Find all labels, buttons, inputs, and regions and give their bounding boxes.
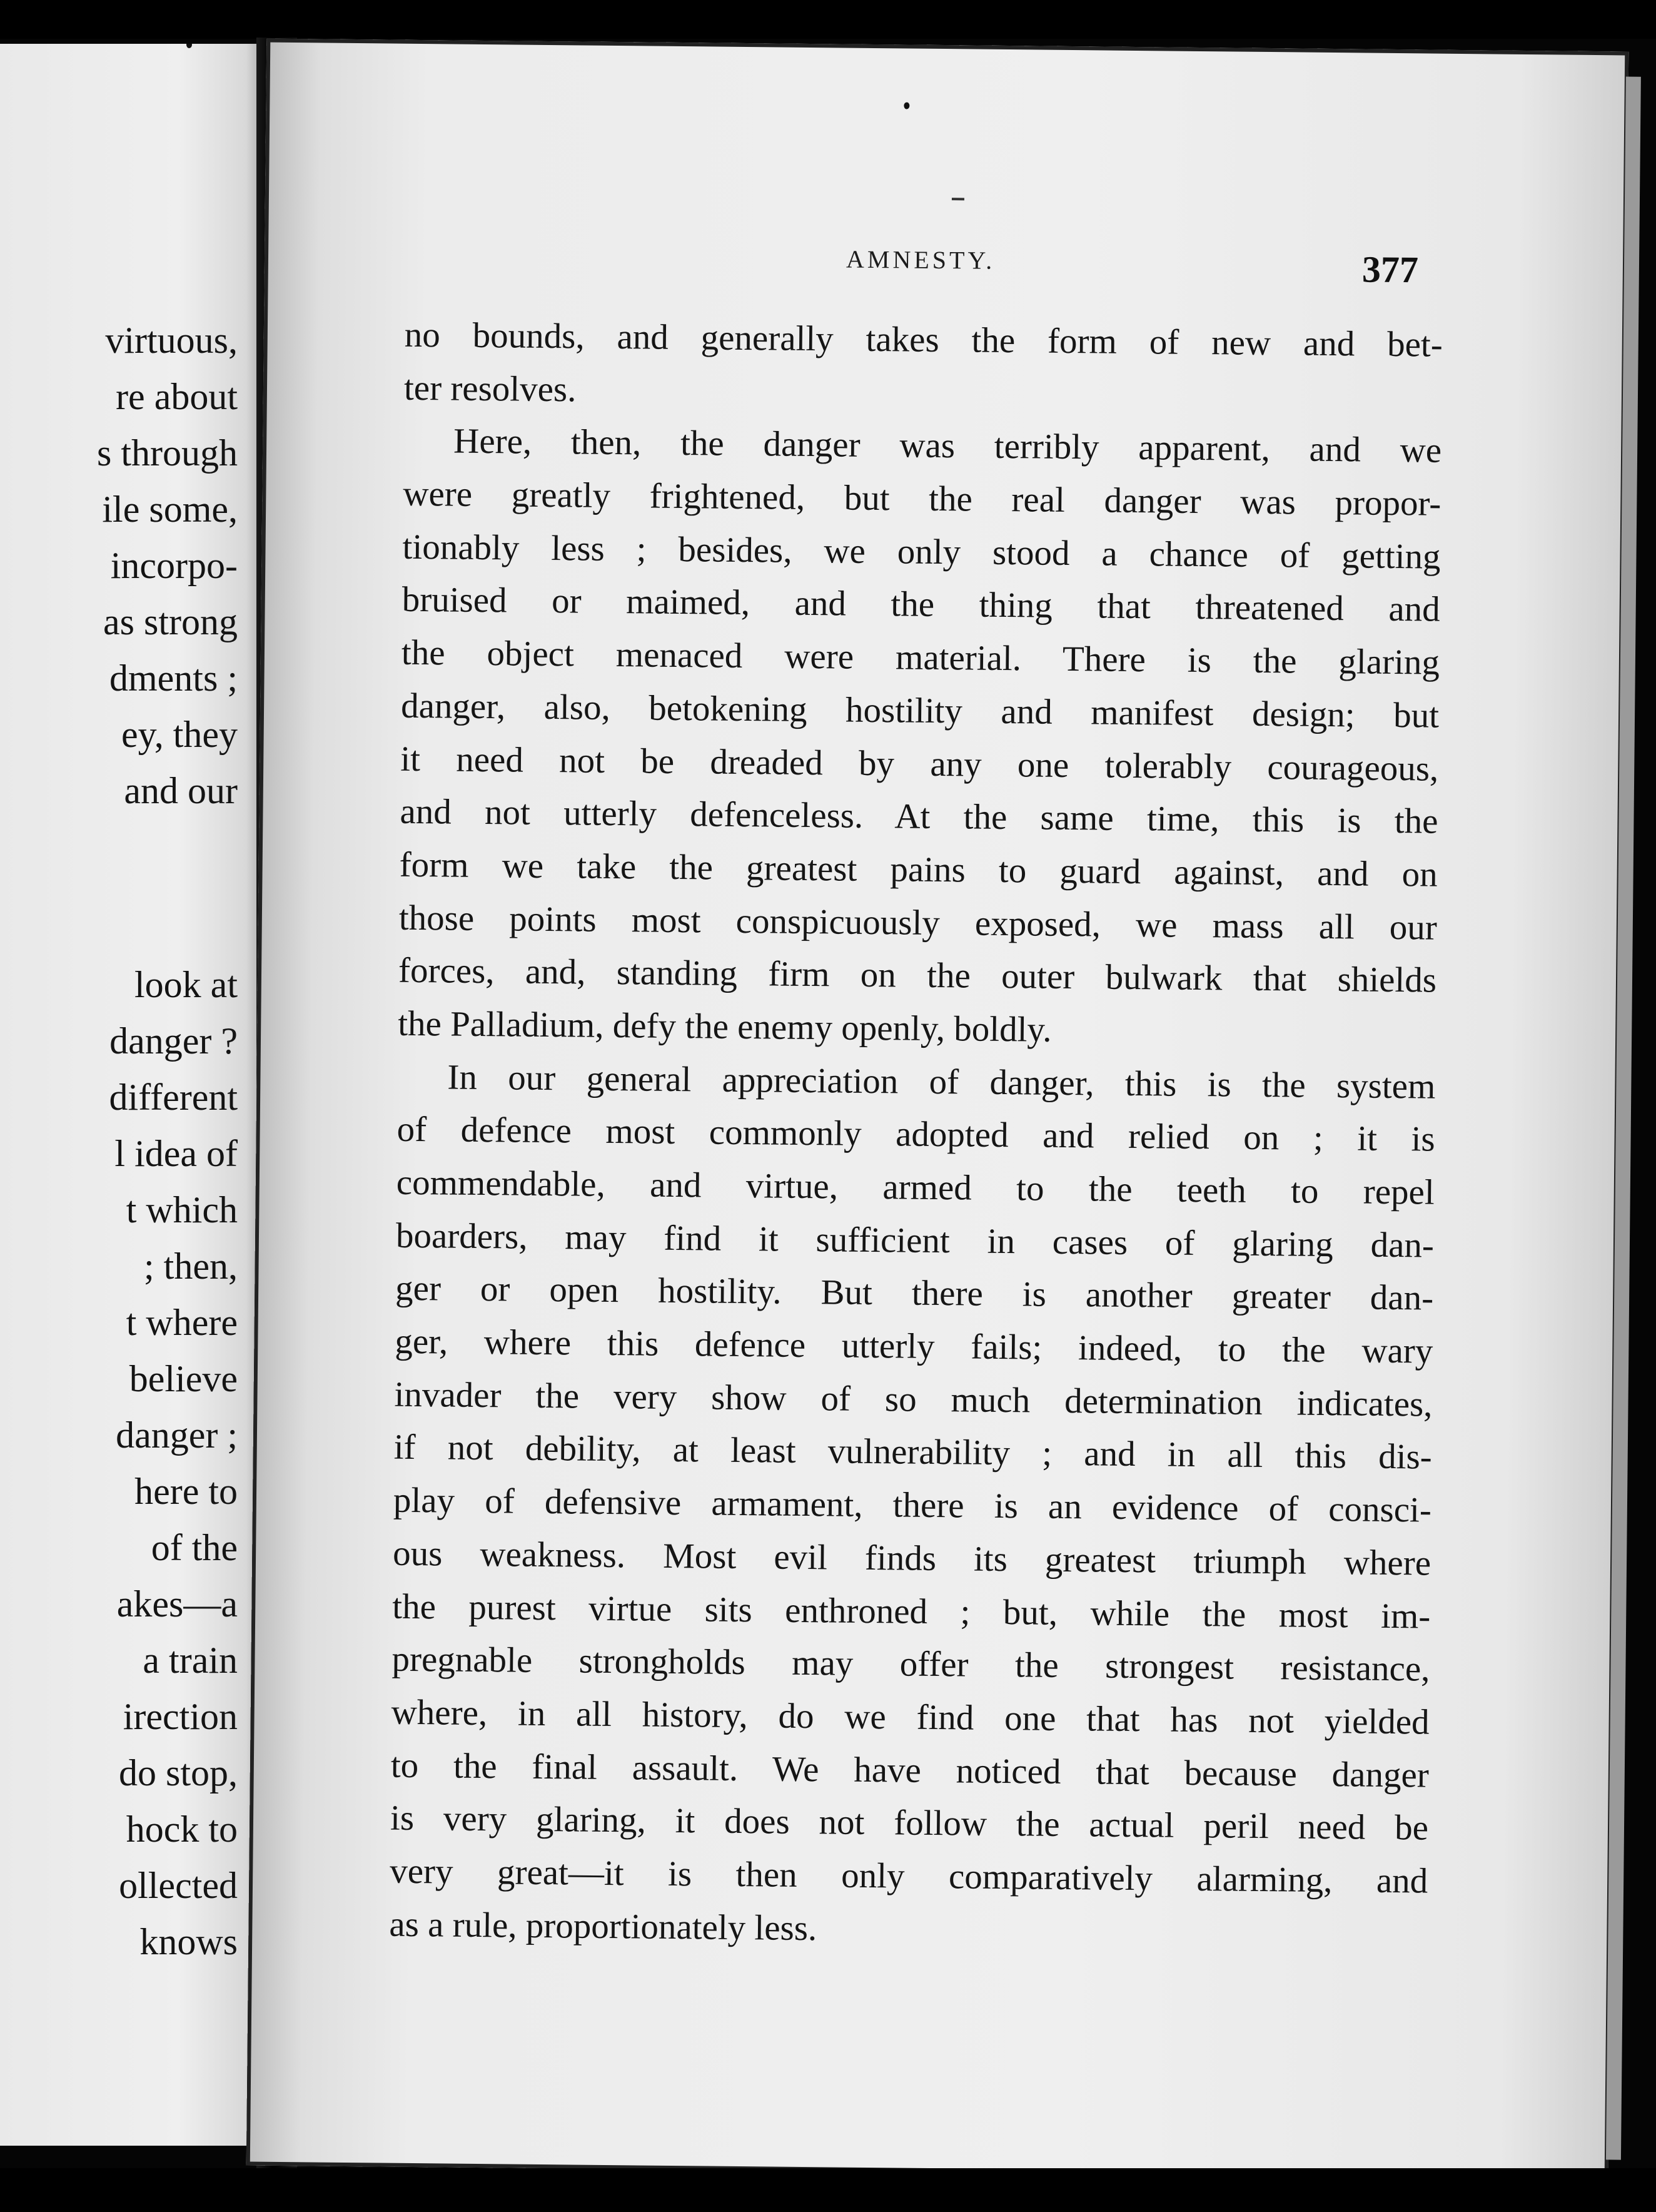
left-page-line: hock to: [126, 1809, 238, 1850]
left-page-line: dments ;: [109, 657, 238, 699]
text-line: the object menaced were material. There is the glaring: [401, 632, 1440, 682]
text-line: bruised or maimed, and the thing that threatened and: [401, 580, 1440, 630]
text-line: as a rule, proportionately less.: [389, 1904, 817, 1948]
text-line: forces, and, standing firm on the outer bulwark that shields: [398, 950, 1437, 1000]
text-line: In our general appreciation of danger, this is the system: [447, 1057, 1436, 1107]
text-line: no bounds, and generally takes the form of new and bet-: [404, 315, 1443, 365]
text-line: to the final assault. We have noticed that because danger: [390, 1745, 1430, 1795]
text-line: invader the very show of so much determination indicates,: [394, 1374, 1433, 1424]
left-page-line: ; then,: [144, 1246, 238, 1287]
left-page-line: do stop,: [118, 1752, 238, 1793]
text-line: ger or open hostility. But there is another greater dan-: [395, 1269, 1434, 1319]
text-line: the purest virtue sits enthroned ; but, while the most im-: [392, 1586, 1431, 1636]
left-page: [0, 44, 256, 2146]
ink-speck: [904, 102, 909, 109]
text-line: those points most conspicuously exposed, we mass all our: [398, 898, 1438, 948]
left-page-line: believe: [129, 1358, 238, 1399]
left-page-line: akes—a: [116, 1583, 238, 1625]
left-page-line: as strong: [103, 601, 238, 642]
ink-speck: [186, 44, 192, 48]
text-line: is very glaring, it does not follow the actual peril need be: [390, 1798, 1429, 1848]
text-line: ter resolves.: [403, 368, 577, 410]
text-line: Here, then, the danger was terribly apparent, and we: [453, 421, 1442, 471]
left-page-line: re about: [116, 376, 238, 417]
left-page-line: s through: [97, 432, 238, 474]
text-line: ous weakness. Most evil finds its greatest triumph where: [392, 1533, 1431, 1583]
left-page-line: ey, they: [121, 714, 238, 755]
left-page-line: knows: [139, 1921, 238, 1962]
text-line: danger, also, betokening hostility and manifest design; but: [400, 686, 1440, 736]
text-line: of defence most commonly adopted and relied on ; it is: [396, 1110, 1435, 1159]
text-line: very great—it is then only comparatively alarming, and: [389, 1851, 1428, 1901]
text-line: and not utterly defenceless. At the same time, this is the: [400, 791, 1438, 841]
left-page-line: here to: [134, 1471, 238, 1512]
text-line: if not debility, at least vulnerability ; and in all this dis-: [393, 1428, 1432, 1478]
left-page-line: ile some,: [102, 489, 238, 530]
right-page: [246, 39, 1629, 2179]
page-number: 377: [1361, 248, 1419, 291]
text-line: were greatly frightened, but the real danger was propor-: [403, 474, 1441, 524]
running-head: AMNESTY.: [846, 245, 996, 275]
page-edge: [1606, 76, 1641, 2159]
left-page-line: of the: [151, 1527, 238, 1568]
left-page-line: danger ?: [109, 1020, 238, 1062]
left-page-line: look at: [134, 964, 238, 1005]
text-line: commendable, and virtue, armed to the teeth to repel: [396, 1162, 1435, 1212]
left-page-line: incorpo-: [110, 545, 238, 586]
left-page-line: irection: [123, 1696, 238, 1737]
left-page-line: virtuous,: [105, 320, 238, 361]
left-page-line: and our: [124, 770, 238, 811]
text-line: ger, where this defence utterly fails; indeed, to the wary: [395, 1321, 1433, 1371]
text-line: tionably less ; besides, we only stood a chance of getting: [402, 527, 1441, 577]
scan-top-border: [0, 0, 1656, 39]
left-page-line: ollected: [119, 1865, 238, 1906]
body-text: [389, 309, 1443, 1961]
scan-bottom-border: [0, 2168, 1656, 2212]
text-line: boarders, may find it sufficient in cases of glaring dan-: [395, 1215, 1435, 1266]
left-page-line: t which: [126, 1189, 238, 1230]
text-line: the Palladium, defy the enemy openly, boldly.: [397, 1003, 1052, 1050]
left-page-line: l idea of: [114, 1133, 238, 1174]
text-line: pregnable strongholds may offer the strongest resistance,: [391, 1639, 1430, 1689]
text-line: form we take the greatest pains to guard against, and on: [399, 845, 1438, 895]
ink-dash: [952, 198, 964, 200]
text-line: where, in all history, do we find one that has not yielded: [391, 1692, 1430, 1742]
text-line: it need not be dreaded by any one tolerably courageous,: [400, 739, 1439, 789]
left-page-line: a train: [143, 1640, 238, 1681]
left-page-line: t where: [126, 1302, 238, 1343]
left-page-line: danger ;: [116, 1414, 238, 1456]
left-page-line: different: [109, 1077, 238, 1118]
text-line: play of defensive armament, there is an evidence of consci-: [393, 1480, 1432, 1530]
